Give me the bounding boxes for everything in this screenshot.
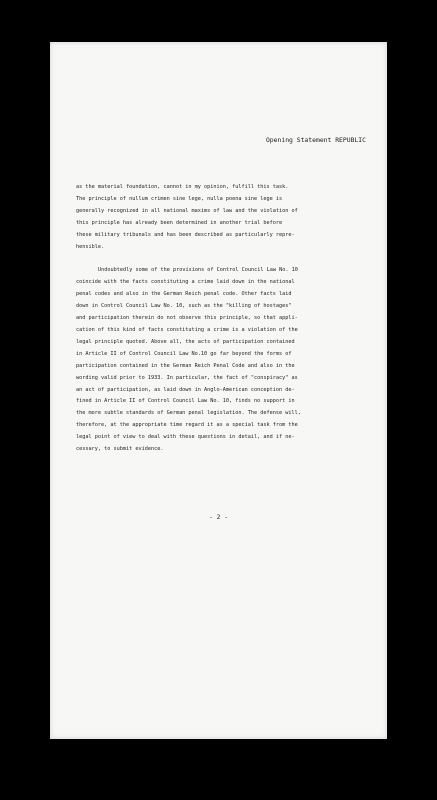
text-line: as the material foundation, cannot in my opinion, fulfill this task.: [76, 184, 289, 190]
text-line: cation of this kind of facts constituting a crime is a violation of the: [76, 326, 298, 333]
page-header: Opening Statement REPUBLIC: [265, 136, 366, 144]
text-line: The principle of nullum crimen sine lege, nulla poena sine lege is: [76, 195, 283, 202]
text-line: hensible.: [76, 243, 105, 250]
text-line: fined in Article II of Control Council Law No. 10, finds no support in: [76, 398, 295, 405]
text-line: the more subtle standards of German penal legislation. The defense will,: [76, 410, 301, 417]
text-line: these military tribunals and has been described as particularly repre-: [76, 231, 295, 238]
text-line: wording valid prior to 1933. In particular, the fact of "conspiracy" as: [76, 374, 298, 381]
page-number: - 2 -: [209, 514, 228, 521]
text-line: cessary, to submit evidence.: [76, 446, 164, 453]
text-line: legal point of view to deal with these questions in detail, and if ne-: [76, 434, 295, 441]
text-line: down in Control Council Law No. 10, such as the "killing of hostages": [76, 303, 292, 310]
text-line: an act of participation, as laid down in Anglo-American conception de-: [76, 386, 295, 393]
document-page: [50, 42, 387, 739]
text-line: participation contained in the German Reich Penal Code and also in the: [76, 362, 295, 369]
text-line: in Article II of Control Council Law No.10 go far beyond the forms of: [76, 350, 292, 357]
text-line: therefore, at the appropriate time regard it as a special task from the: [76, 422, 298, 429]
paragraph-2: [76, 265, 371, 456]
text-line: coincide with the facts constituting a crime laid down in the national: [76, 279, 295, 286]
text-line: legal principle quoted. Above all, the acts of participation contained: [76, 338, 295, 345]
text-line: this principle has already been determined in another trial before: [76, 219, 283, 226]
text-line: and participation therein do not observe this principle, so that appli-: [76, 315, 298, 322]
paragraph-spacer: [76, 253, 371, 265]
paragraph-1: [76, 182, 371, 253]
text-line: penal codes and also in the German Reich penal code. Other facts laid: [76, 291, 292, 298]
text-line: Undoubtedly some of the provisions of Control Council Law No. 10: [98, 267, 298, 274]
text-line: generally recognized in all national maxims of law and the violation of: [76, 207, 298, 214]
body-text: [76, 182, 371, 456]
